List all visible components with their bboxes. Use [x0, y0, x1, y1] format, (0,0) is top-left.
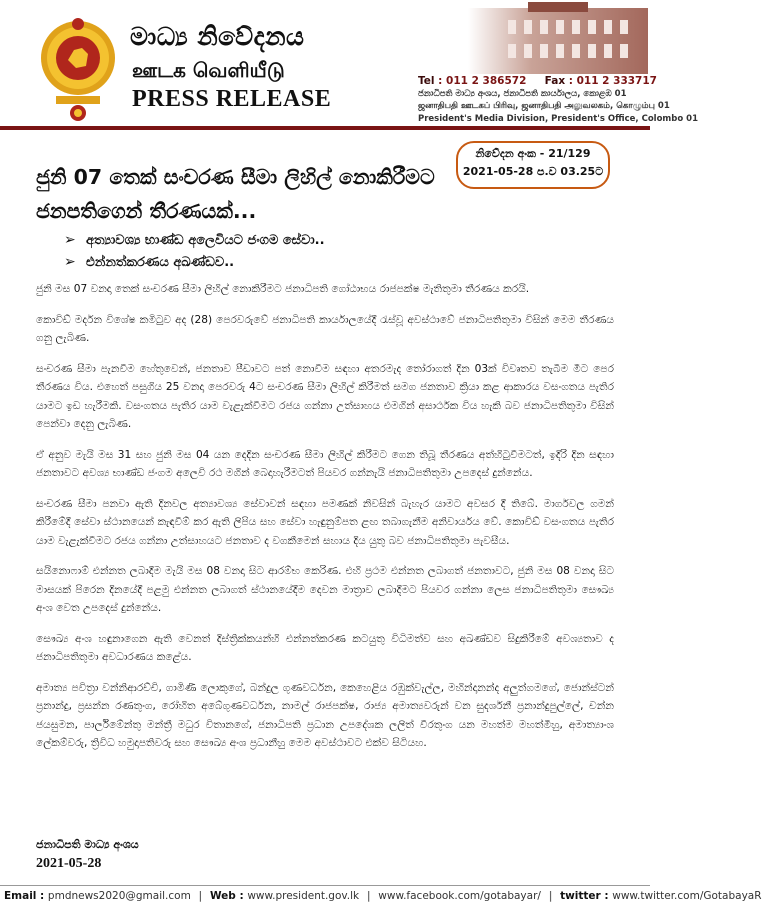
- web-label: Web :: [209, 890, 244, 902]
- headline: ජුනි 07 තෙක් සංචරණ සීමා ලිහිල් නොකිරීමට ජනපතිගෙන් තීරණයක්...: [36, 165, 435, 223]
- paragraph: අමාත්‍ය පවිත්‍රා වන්නිආරච්චි, ගාමිණී ලොකුගේ, බන්දුල ගුණවර්ධන, කෙහෙළිය රඹුක්වැල්ල, මහින්දානන්ද අලුත්ගමගේ, ජොන්ස්ටන් ප්‍රනාන්දු, ප්‍රසන්න රණතුංග, රෝහිත අබේගුණවර්ධන, නාමල් රාජපක්ෂ, රාජ්‍ය අමාත්‍යවරුන් වන සුදර්ශනී ප්‍රනාන්දුපුල්ලේ, චන්න ජයසුමන, පාර්ලිමේන්තු මන්ත්‍රී මධුර විතානගේ, ජනාධිපති ප්‍රධාන උපදේශක ලලිත් වීරතුංග යන මහත්ම මහත්මීහු, අමාත්‍යාංශ ලේකම්වරු, ත්‍රිවිධ හමුදාපතිවරු සහ සෞඛ්‍ය අංශ ප්‍රධානීහු මෙම අවස්ථාවට එක්ව සිටියහ.: [36, 681, 614, 749]
- paragraph: සංචරණ සීමා පැනවීම හේතුවෙන්, ජනතාව පීඩාවට පත් නොවීම සඳහා අතරමැද තෝරාගත් දින 03ක් විවෘතව තැබීම මීට පෙර තීරණය විය. එහෙත් පසුගිය 25 වනදා පෙරවරු 4ට සංචරණ සීමා ලිහිල් කිරීමත් සමග ජනතාව ක්‍රියා කළ ආකාරය වසංගතය පැතිර යාමට ඉඩ හැරීමකි. වසංගතය පැතිර යාම වැළැක්වීමට රජය ගන්නා උත්සාහය එමගින් අසාර්ථක විය හැකි බව ජනාධිපතිතුමා විසින් පෙන්වා දෙනු ලැබිණ.: [36, 362, 614, 430]
- paragraph: සයිනොෆාම් එන්නත ලබාදීම මැයි මස 08 වනදා සිට ආරම්භ කෙරිණ. එහි ප්‍රථම එන්නත ලබාගත් ජනතාවට, ජුනි මස 08 වනදා සිට මාසයක් පිරෙන දිනයේදී පළමු එන්නත ලබාගත් ස්ථානයේදීම දෙවන මාත්‍රාව ලබාදීමට පියවර ගන්නා ලෙස ජනාධිපතිතුමා සෞඛ්‍ය අංශ වෙත උපදෙස් දුන්නේය.: [36, 565, 614, 614]
- facebook-link[interactable]: www.facebook.com/gotabayar/: [378, 890, 541, 902]
- national-emblem-icon: [38, 10, 118, 122]
- highlight-item: [64, 229, 325, 251]
- contact-block: [418, 75, 698, 125]
- email-link[interactable]: pmdnews2020@gmail.com: [47, 890, 191, 902]
- reference-number: නිවේදන අංක - 21/129: [475, 147, 591, 160]
- twitter-link[interactable]: www.twitter.com/GotabayaR: [612, 890, 762, 902]
- tel-label: Tel: [418, 75, 435, 87]
- paragraph: ඒ අනුව මැයි මස 31 සහ ජුනි මස 04 යන දෙදින සංචරණ සීමා ලිහිල් කිරීමට ගෙන තිබූ තීරණය අත්හිටුවීමටත්, ඉදිරි දින සඳහා ජනතාවට අවශ්‍ය භාණ්ඩ ජංගම අලෙවි රථ මගින් බෙදාහැරීමටත් පියවර ගන්නැයි ජනාධිපතිතුමා උපදෙස් දුන්නේය.: [36, 448, 614, 479]
- address-sinhala: ජනාධිපති මාධ්‍ය අංශය, ජනාධිපති කාර්යාලය, කොළඹ 01: [418, 88, 627, 99]
- signoff: [36, 838, 139, 872]
- footer: Email : pmdnews2020@gmail.com | Web : www.president.gov.lk | www.facebook.com/gotabayar/ | twitter : www.twitter.com/GotabayaR: [4, 890, 762, 902]
- fax-value: : 011 2 333717: [568, 75, 657, 87]
- email-label: Email :: [4, 890, 45, 902]
- signoff-date: 2021-05-28: [36, 856, 102, 871]
- reference-box: [456, 141, 610, 189]
- paragraph: කොවිඩ් මර්දන විශේෂ කමිටුව අද (28) පෙරවරුවේ ජනාධිපති කාර්යාලයේදී රැස්වූ අවස්ථාවේ ජනාධිපතිතුමා විසින් මෙම තීරණය ගනු ලැබිණ.: [36, 313, 614, 344]
- reference-datetime: 2021-05-28 ප.ව 03.25ට: [462, 165, 604, 178]
- website-link[interactable]: www.president.gov.lk: [247, 890, 360, 902]
- title-tamil: ஊடக வெளியீடு: [132, 58, 285, 82]
- footer-divider: [0, 885, 650, 886]
- article-body: [36, 280, 614, 765]
- header-divider: [0, 126, 650, 130]
- fax-label: Fax: [544, 75, 566, 87]
- paragraph: ජුනි මස 07 වනදා තෙක් සංචරණ සීමා ලිහිල් නොකිරීමට ජනාධිපති ගෝඨාභය රාජපක්ෂ මැතිතුමා තීරණය කරයි.: [36, 283, 530, 295]
- paragraph: සංචරණ සීමා පනවා ඇති දිනවල අත්‍යාවශ්‍ය සේවාවන් සඳහා පමණක් නිවසින් බැහැර යාමට අවසර දී තිබේ. මාර්ගවල ගමන් කිරීමේදී සේවා ස්ථානයෙන් කැඳවීම් කර ඇති ලිපිය සහ සේවා හැඳුනුම්පත ළඟ තබාගැනීම අනිවාර්යය වේ. කොවිඩ් වසංගතය පැතිර යාම වැළැක්වීමට රජය ගන්නා උත්සාහයට ජනතාව ද වගකීමෙන් සහාය දිය යුතු බව ජනාධිපතිතුමා පැවසීය.: [36, 497, 614, 547]
- building-illustration-icon: [408, 2, 648, 82]
- address-english: President's Media Division, President's Office, Colombo 01: [418, 113, 698, 124]
- highlight-item: [64, 251, 325, 273]
- address-tamil: ஜனாதிபதி ஊடகப் பிரிவு, ஜனாதிபதி அலுவலகம், கொழும்பு 01: [418, 101, 670, 111]
- highlight-list: [64, 229, 325, 273]
- tel-value: : 011 2 386572: [438, 75, 527, 87]
- twitter-label: twitter :: [560, 890, 609, 902]
- title-english: PRESS RELEASE: [132, 86, 332, 112]
- paragraph: සෞඛ්‍ය අංශ හඳුනාගෙන ඇති වෙනත් දිස්ත්‍රික්කයන්හි එන්නත්කරණ කටයුතු විධිමත්ව සහ අඛණ්ඩව සිදුකිරීමේ අවශ්‍යතාව ද ජනාධිපතිතුමා අවධාරණය කළේය.: [36, 632, 614, 663]
- highlight-text: එන්නත්කරණය අඛණ්ඩව..: [86, 255, 235, 270]
- arrow-bullet-icon: ➢: [64, 232, 76, 248]
- arrow-bullet-icon: ➢: [64, 254, 76, 270]
- letterhead: [0, 0, 698, 128]
- signoff-division: ජනාධිපති මාධ්‍ය අංශය: [36, 838, 139, 851]
- phone-fax-line: [418, 75, 657, 88]
- address-lines: [418, 88, 698, 126]
- highlight-text: අත්‍යාවශ්‍ය භාණ්ඩ අලෙවියට ජංගම සේවා..: [86, 233, 325, 248]
- title-sinhala: මාධ්‍ය නිවේදනය: [130, 22, 305, 51]
